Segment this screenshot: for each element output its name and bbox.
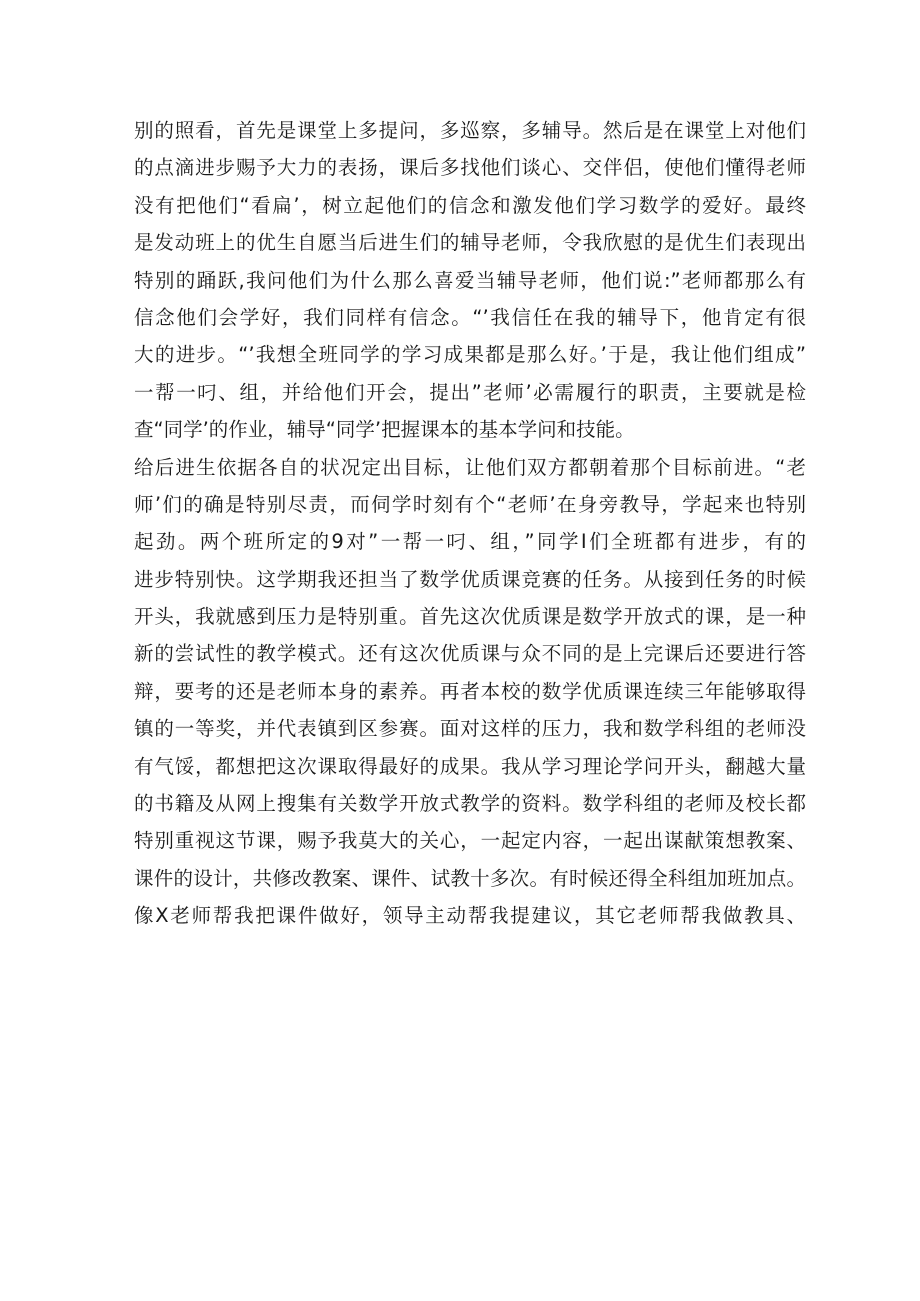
- text-line-19: 的书籍及从网上搜集有关数学开放式教学的资料。数学科组的老师及校长都: [134, 792, 806, 816]
- text-line-12: 起劲。两个班所定的9对”一帮一叼、组，”同学I们全班都有进步，有的: [134, 530, 806, 554]
- text-line-21: 课件的设计，共修改教案、课件、试教十多次。有时候还得全科组加班加点。: [134, 866, 806, 890]
- text-line-3: 没有把他们“看扁’，树立起他们的信念和激发他们学习数学的爱好。最终: [134, 193, 806, 217]
- text-line-10: 给后进生依据各自的状况定出目标，让他们双方都朝着那个目标前进。“老: [134, 455, 806, 479]
- text-line-9: 查“同学’的作业，辅导“同学’把握课本的基本学问和技能。: [134, 418, 635, 442]
- text-line-17: 镇的一等奖，并代表镇到区参赛。面对这样的压力，我和数学科组的老师没: [134, 717, 806, 741]
- text-line-20: 特别重视这节课，赐予我莫大的关心，一起定内容，一起出谋献策想教案、: [134, 829, 806, 853]
- text-line-5: 特别的踊跃,我问他们为什么那么喜爱当辅导老师，他们说:”老师都那么有: [134, 268, 806, 292]
- text-line-8: 一帮一叼、组，并给他们开会，提出”老师’必需履行的职责，主要就是检: [134, 380, 806, 404]
- body-text: [134, 112, 806, 935]
- text-line-18: 有气馁，都想把这次课取得最好的成果。我从学习理论学问开头，翻越大量: [134, 754, 806, 778]
- text-line-6: 信念他们会学好，我们同样有信念。“’我信任在我的辅导下，他肯定有很: [134, 305, 806, 329]
- text-line-7: 大的进步。“’我想全班同学的学习成果都是那么好。’于是，我让他们组成”: [134, 343, 806, 367]
- text-line-1: 别的照看，首先是课堂上多提问，多巡察，多辅导。然后是在课堂上对他们: [134, 119, 806, 142]
- text-line-15: 新的尝试性的教学模式。还有这次优质课与众不同的是上完课后还要进行答: [134, 642, 806, 666]
- text-line-11: 师’们的确是特别尽责，而伺学时刻有个“老师’在身旁教导，学起来也特别: [134, 492, 806, 516]
- text-line-22: 像X老师帮我把课件做好，领导主动帮我提建议，其它老师帮我做教具、: [134, 904, 806, 928]
- text-line-2: 的点滴进步赐予大力的表扬，课后多找他们谈心、交伴侣，使他们懂得老师: [134, 156, 806, 180]
- text-line-4: 是发动班上的优生自愿当后进生们的辅导老师，令我欣慰的是优生们表现出: [134, 231, 806, 255]
- text-line-14: 开头，我就感到压力是特别重。首先这次优质课是数学开放式的课，是一种: [134, 605, 806, 629]
- text-line-16: 辩，要考的还是老师本身的素养。再者本校的数学优质课连续三年能够取得: [134, 679, 806, 703]
- text-line-13: 进步特别快。这学期我还担当了数学优质课竞赛的任务。从接到任务的时候: [134, 567, 806, 591]
